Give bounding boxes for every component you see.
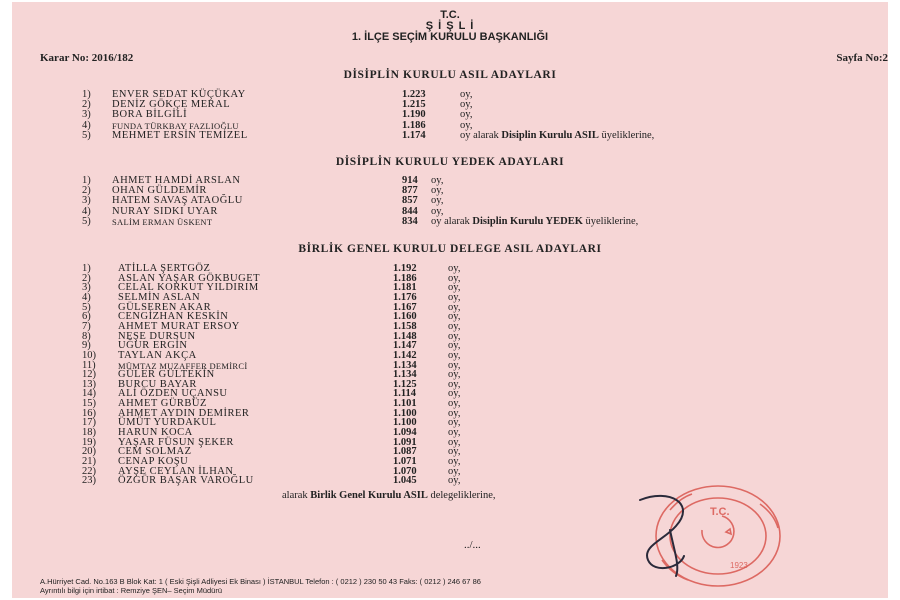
vote-unit: oy,	[448, 417, 461, 429]
final-note-suffix: üyeliklerine,	[585, 215, 639, 227]
candidate-name: DENİZ GÖKÇE MERAL	[112, 99, 231, 111]
candidate-name: NURAY SIDKI UYAR	[112, 205, 218, 217]
vote-unit: oy,	[448, 388, 461, 400]
closing-suffix: delegeliklerine,	[430, 490, 496, 501]
candidate-row	[0, 110, 900, 120]
vote-unit: oy,	[448, 436, 461, 448]
candidate-number: 4)	[82, 119, 91, 131]
candidate-number: 2)	[82, 272, 91, 284]
candidate-name: OHAN GÜLDEMİR	[112, 185, 207, 197]
candidate-name: YAŞAR FÜSUN ŞEKER	[118, 436, 234, 448]
candidate-votes: 877	[402, 185, 418, 197]
candidate-votes: 1.186	[402, 119, 426, 131]
candidate-votes: 1.215	[402, 99, 426, 111]
candidate-number: 1)	[82, 263, 91, 274]
candidate-name: UĞUR ERGİN	[118, 340, 188, 352]
candidate-number: 10)	[82, 349, 96, 361]
vote-unit: oy,	[448, 263, 461, 274]
candidate-row	[0, 196, 900, 206]
header-sisli: Ş İ Ş L İ	[425, 20, 475, 32]
candidate-name: AHMET HAMDİ ARSLAN	[112, 175, 241, 186]
candidate-number: 15)	[82, 398, 96, 410]
vote-unit: oy,	[448, 369, 461, 381]
candidate-number: 22)	[82, 465, 96, 477]
candidate-name: ÜMÜT YURDAKUL	[118, 417, 217, 429]
vote-unit: oy,	[448, 378, 461, 390]
footer-contact: Ayrıntılı bilgi için irtibat : Remziye ŞEN– Seçim Müdürü	[40, 586, 223, 595]
section-title: DİSİPLİN KURULU ASIL ADAYLARI	[343, 69, 557, 81]
candidate-name: MÜMTAZ MUZAFFER DEMİRCİ	[118, 360, 248, 371]
candidate-name: BURCU BAYAR	[118, 378, 197, 390]
candidate-votes: 1.147	[393, 340, 417, 352]
candidate-number: 5)	[82, 301, 91, 313]
candidate-number: 18)	[82, 427, 96, 439]
candidate-number: 4)	[82, 205, 91, 217]
vote-unit: oy,	[448, 311, 461, 323]
candidate-votes: 1.148	[393, 330, 417, 342]
vote-unit: oy,	[448, 291, 461, 303]
candidate-number: 3)	[82, 195, 91, 207]
candidate-votes: 1.174	[402, 129, 426, 141]
candidate-votes: 1.114	[393, 388, 417, 400]
candidate-name: CELAL KORKUT YILDIRIM	[118, 282, 259, 294]
candidate-number: 4)	[82, 291, 91, 303]
vote-unit: oy,	[448, 446, 461, 458]
candidate-number: 5)	[82, 129, 91, 141]
candidate-number: 20)	[82, 446, 96, 458]
candidate-number: 6)	[82, 311, 91, 323]
candidate-name: HARUN KOCA	[118, 427, 193, 439]
header-office: 1. İLÇE SEÇİM KURULU BAŞKANLIĞI	[351, 31, 549, 43]
section-title: DİSİPLİN KURULU YEDEK ADAYLARI	[335, 156, 565, 168]
candidate-votes: 1.158	[393, 320, 417, 332]
final-vote-note	[431, 217, 638, 227]
vote-unit: oy,	[431, 185, 444, 197]
page-number: Sayfa No:2	[836, 52, 888, 64]
candidate-name: AYŞE CEYLAN İLHAN	[118, 465, 234, 477]
vote-unit: oy,	[448, 465, 461, 477]
candidate-name: GÜLSEREN AKAR	[118, 301, 212, 313]
vote-unit: oy,	[431, 175, 444, 186]
candidate-name: SALİM ERMAN ÜSKENT	[112, 216, 213, 227]
vote-unit: oy,	[448, 359, 461, 371]
vote-unit: oy,	[448, 407, 461, 419]
final-note-prefix: oy alarak	[460, 129, 499, 141]
candidate-number: 5)	[82, 215, 91, 227]
candidate-votes: 1.176	[393, 291, 417, 303]
candidate-votes: 1.186	[393, 272, 417, 284]
candidate-number: 2)	[82, 185, 91, 197]
candidate-name: ALİ ÖZDEN UÇANSU	[118, 388, 228, 400]
vote-unit: oy,	[460, 99, 473, 111]
candidate-name: ÖZGÜR BAŞAR VAROĞLU	[118, 475, 254, 487]
candidate-name: AHMET GÜRBÜZ	[118, 398, 207, 410]
vote-unit: oy,	[448, 330, 461, 342]
candidate-votes: 1.160	[393, 311, 417, 323]
candidate-votes: 1.091	[393, 436, 417, 448]
candidate-number: 13)	[82, 378, 96, 390]
final-vote-note	[460, 131, 654, 141]
candidate-number: 16)	[82, 407, 96, 419]
candidate-name: BORA BİLGİLİ	[112, 109, 188, 121]
candidate-votes: 834	[402, 215, 418, 227]
candidate-votes: 1.094	[393, 427, 417, 439]
candidate-number: 7)	[82, 320, 91, 332]
candidate-votes: 1.101	[393, 398, 417, 410]
candidate-number: 3)	[82, 282, 91, 294]
candidate-row	[0, 217, 900, 227]
candidate-votes: 1.087	[393, 446, 417, 458]
seal-text-bottom: 1923	[730, 561, 748, 570]
vote-unit: oy,	[448, 320, 461, 332]
candidate-number: 11)	[82, 359, 96, 371]
signature-icon	[600, 490, 720, 580]
candidate-votes: 1.134	[393, 369, 417, 381]
candidate-name: NEŞE DURSUN	[118, 330, 196, 342]
candidate-name: CENGİZHAN KESKİN	[118, 311, 229, 323]
candidate-votes: 1.100	[393, 417, 417, 429]
vote-unit: oy,	[431, 205, 444, 217]
candidate-votes: 1.167	[393, 301, 417, 313]
candidate-votes: 1.100	[393, 407, 417, 419]
vote-unit: oy,	[448, 427, 461, 439]
candidate-name: ASLAN YAŞAR GÖKBUGET	[118, 272, 261, 284]
candidate-votes: 1.070	[393, 465, 417, 477]
vote-unit: oy,	[460, 89, 473, 100]
candidate-votes: 1.192	[393, 263, 417, 274]
vote-unit: oy,	[460, 109, 473, 121]
continuation-mark: ../...	[464, 539, 481, 551]
vote-unit: oy,	[448, 340, 461, 352]
header-tc: T.C.	[440, 9, 460, 21]
footer-address: A.Hürriyet Cad. No.163 B Blok Kat: 1 ( Eski Şişli Adliyesi Ek Binası ) İSTANBUL Telefon : ( 0212 ) 230 50 43 Faks: ( 0212 ) 246 67 86	[40, 577, 481, 586]
closing-bold: Birlik Genel Kurulu ASIL	[310, 490, 428, 501]
vote-unit: oy,	[448, 475, 461, 487]
candidate-votes: 1.125	[393, 378, 417, 390]
candidate-number: 14)	[82, 388, 96, 400]
candidate-name: ATİLLA ŞERTGÖZ	[118, 263, 211, 274]
candidate-name: GÜLER GÜLTEKİN	[118, 369, 215, 381]
section-title: BİRLİK GENEL KURULU DELEGE ASIL ADAYLARI	[298, 243, 602, 255]
candidate-votes: 857	[402, 195, 418, 207]
candidate-name: ENVER SEDAT KÜÇÜKAY	[112, 89, 246, 100]
candidate-number: 1)	[82, 175, 91, 186]
candidate-number: 2)	[82, 99, 91, 111]
final-note-prefix: oy alarak	[431, 215, 470, 227]
candidate-votes: 1.134	[393, 359, 417, 371]
candidate-votes: 1.071	[393, 456, 417, 467]
candidate-number: 1)	[82, 89, 91, 100]
candidate-name: HATEM SAVAŞ ATAOĞLU	[112, 195, 243, 207]
candidate-name: MEHMET ERSİN TEMİZEL	[112, 129, 248, 141]
candidate-votes: 1.223	[402, 89, 426, 100]
candidate-number: 9)	[82, 340, 91, 352]
closing-line	[282, 490, 496, 501]
candidate-name: CEM SOLMAZ	[118, 446, 192, 458]
candidate-number: 8)	[82, 330, 91, 342]
candidate-number: 19)	[82, 436, 96, 448]
decision-number: Karar No: 2016/182	[40, 52, 134, 64]
candidate-votes: 914	[402, 175, 418, 186]
candidate-number: 21)	[82, 456, 96, 467]
candidate-name: SELMİN ASLAN	[118, 291, 201, 303]
candidate-votes: 1.142	[393, 349, 417, 361]
final-note-bold: Disiplin Kurulu YEDEK	[472, 215, 583, 227]
final-note-bold: Disiplin Kurulu ASIL	[501, 129, 599, 141]
candidate-name: AHMET AYDIN DEMİRER	[118, 407, 250, 419]
vote-unit: oy,	[448, 272, 461, 284]
vote-unit: oy,	[448, 398, 461, 410]
candidate-number: 12)	[82, 369, 96, 381]
vote-unit: oy,	[460, 119, 473, 131]
candidate-name: TAYLAN AKÇA	[118, 349, 197, 361]
seal-text-top: T.C.	[710, 506, 730, 518]
candidate-votes: 1.181	[393, 282, 417, 294]
candidate-number: 17)	[82, 417, 96, 429]
candidate-name: FUNDA TÜRKBAY FAZLIOĞLU	[112, 120, 239, 131]
candidate-row	[0, 131, 900, 141]
vote-unit: oy,	[448, 282, 461, 294]
candidate-number: 3)	[82, 109, 91, 121]
vote-unit: oy,	[448, 301, 461, 313]
vote-unit: oy,	[431, 195, 444, 207]
candidate-name: CENAP KOŞU	[118, 456, 189, 467]
candidate-votes: 844	[402, 205, 418, 217]
closing-prefix: alarak	[282, 490, 308, 501]
vote-unit: oy,	[448, 456, 461, 467]
final-note-suffix: üyeliklerine,	[601, 129, 655, 141]
candidate-votes: 1.190	[402, 109, 426, 121]
candidate-number: 23)	[82, 475, 96, 487]
candidate-name: AHMET MURAT ERSOY	[118, 320, 240, 332]
candidate-votes: 1.045	[393, 475, 417, 487]
vote-unit: oy,	[448, 349, 461, 361]
